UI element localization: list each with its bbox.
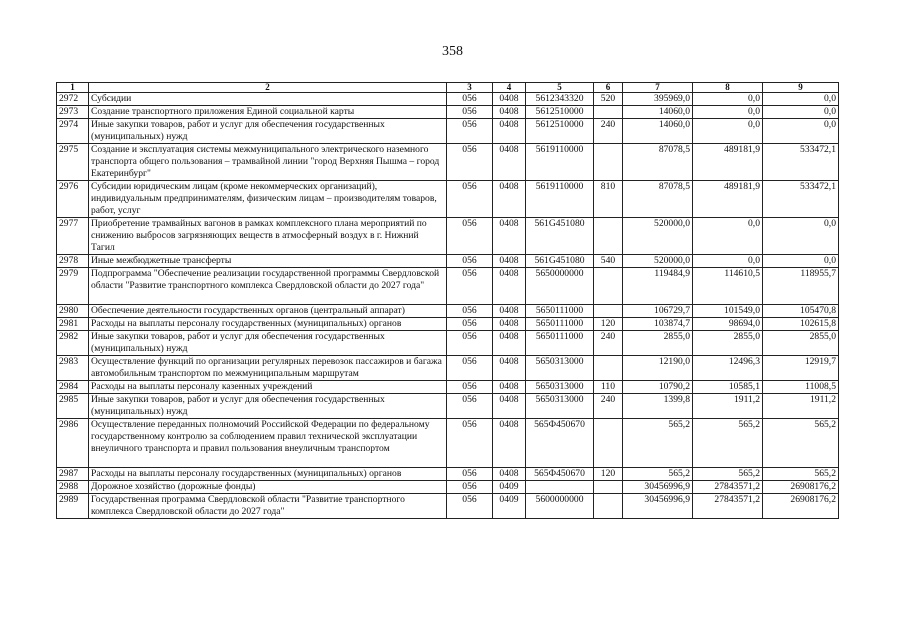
table-body xyxy=(57,93,839,519)
target-code: 5619110000 xyxy=(526,144,594,181)
amount-year-1: 520000,0 xyxy=(623,255,693,268)
row-name: Приобретение трамвайных вагонов в рамках комплексного плана мероприятий по снижению выбросов загрязняющих веществ в атмосферный воздух в г. Нижний Тагил xyxy=(89,218,447,255)
target-code: 5650313000 xyxy=(526,356,594,381)
target-code: 5650111000 xyxy=(526,305,594,318)
column-header: 1 xyxy=(57,83,89,93)
amount-year-1: 2855,0 xyxy=(623,331,693,356)
table-row xyxy=(57,181,839,218)
column-header: 4 xyxy=(493,83,526,93)
section-code: 0408 xyxy=(493,394,526,419)
amount-year-1: 30456996,9 xyxy=(623,481,693,494)
amount-year-3: 2855,0 xyxy=(763,331,839,356)
table-row xyxy=(57,93,839,106)
amount-year-2: 565,2 xyxy=(693,419,763,468)
target-code: 561G451080 xyxy=(526,218,594,255)
table-row xyxy=(57,305,839,318)
section-code: 0408 xyxy=(493,181,526,218)
row-name: Расходы на выплаты персоналу государственных (муниципальных) органов xyxy=(89,318,447,331)
row-name: Расходы на выплаты персоналу государственных (муниципальных) органов xyxy=(89,468,447,481)
amount-year-2: 489181,9 xyxy=(693,144,763,181)
expense-type-code xyxy=(594,356,623,381)
row-number: 2978 xyxy=(57,255,89,268)
table-row xyxy=(57,255,839,268)
ministry-code: 056 xyxy=(447,255,493,268)
row-number: 2986 xyxy=(57,419,89,468)
target-code: 5650111000 xyxy=(526,318,594,331)
expense-type-code xyxy=(594,268,623,305)
ministry-code: 056 xyxy=(447,356,493,381)
table-row xyxy=(57,381,839,394)
row-number: 2983 xyxy=(57,356,89,381)
expense-type-code xyxy=(594,481,623,494)
row-name: Подпрограмма "Обеспечение реализации государственной программы Свердловской области "Развитие транспортного комплекса Свердловской области до 2027 года" xyxy=(89,268,447,305)
amount-year-1: 395969,0 xyxy=(623,93,693,106)
row-number: 2981 xyxy=(57,318,89,331)
target-code: 5650000000 xyxy=(526,268,594,305)
column-header: 3 xyxy=(447,83,493,93)
ministry-code: 056 xyxy=(447,181,493,218)
amount-year-1: 103874,7 xyxy=(623,318,693,331)
row-name: Государственная программа Свердловской области "Развитие транспортного комплекса Свердловской области до 2027 года" xyxy=(89,494,447,519)
amount-year-1: 87078,5 xyxy=(623,181,693,218)
section-code: 0408 xyxy=(493,356,526,381)
amount-year-3: 0,0 xyxy=(763,93,839,106)
table-row xyxy=(57,494,839,519)
ministry-code: 056 xyxy=(447,331,493,356)
amount-year-2: 10585,1 xyxy=(693,381,763,394)
row-number: 2989 xyxy=(57,494,89,519)
section-code: 0408 xyxy=(493,119,526,144)
amount-year-3: 26908176,2 xyxy=(763,494,839,519)
table-row xyxy=(57,419,839,468)
section-code: 0409 xyxy=(493,494,526,519)
header-row xyxy=(57,83,839,93)
row-name: Иные закупки товаров, работ и услуг для обеспечения государственных (муниципальных) нужд xyxy=(89,119,447,144)
table-row xyxy=(57,331,839,356)
amount-year-2: 12496,3 xyxy=(693,356,763,381)
expense-type-code: 810 xyxy=(594,181,623,218)
section-code: 0409 xyxy=(493,481,526,494)
ministry-code: 056 xyxy=(447,394,493,419)
expense-type-code: 120 xyxy=(594,318,623,331)
table-row xyxy=(57,268,839,305)
amount-year-3: 565,2 xyxy=(763,419,839,468)
target-code xyxy=(526,481,594,494)
amount-year-2: 489181,9 xyxy=(693,181,763,218)
expense-type-code: 540 xyxy=(594,255,623,268)
amount-year-1: 14060,0 xyxy=(623,106,693,119)
amount-year-3: 12919,7 xyxy=(763,356,839,381)
amount-year-1: 119484,9 xyxy=(623,268,693,305)
amount-year-2: 0,0 xyxy=(693,255,763,268)
amount-year-3: 26908176,2 xyxy=(763,481,839,494)
amount-year-3: 565,2 xyxy=(763,468,839,481)
row-name: Иные закупки товаров, работ и услуг для обеспечения государственных (муниципальных) нужд xyxy=(89,394,447,419)
amount-year-2: 0,0 xyxy=(693,218,763,255)
amount-year-1: 565,2 xyxy=(623,419,693,468)
expense-type-code xyxy=(594,106,623,119)
target-code: 561G451080 xyxy=(526,255,594,268)
expense-type-code: 520 xyxy=(594,93,623,106)
section-code: 0408 xyxy=(493,255,526,268)
amount-year-3: 533472,1 xyxy=(763,144,839,181)
row-number: 2982 xyxy=(57,331,89,356)
ministry-code: 056 xyxy=(447,106,493,119)
amount-year-3: 105470,8 xyxy=(763,305,839,318)
table-row xyxy=(57,106,839,119)
amount-year-1: 87078,5 xyxy=(623,144,693,181)
ministry-code: 056 xyxy=(447,318,493,331)
amount-year-1: 30456996,9 xyxy=(623,494,693,519)
row-number: 2987 xyxy=(57,468,89,481)
row-name: Создание транспортного приложения Единой социальной карты xyxy=(89,106,447,119)
row-name: Дорожное хозяйство (дорожные фонды) xyxy=(89,481,447,494)
column-header: 9 xyxy=(763,83,839,93)
row-name: Субсидии xyxy=(89,93,447,106)
section-code: 0408 xyxy=(493,144,526,181)
target-code: 5650313000 xyxy=(526,381,594,394)
target-code: 5650111000 xyxy=(526,331,594,356)
budget-table xyxy=(56,82,839,519)
amount-year-1: 106729,7 xyxy=(623,305,693,318)
amount-year-1: 565,2 xyxy=(623,468,693,481)
amount-year-3: 102615,8 xyxy=(763,318,839,331)
amount-year-3: 0,0 xyxy=(763,106,839,119)
row-name: Иные закупки товаров, работ и услуг для обеспечения государственных (муниципальных) нужд xyxy=(89,331,447,356)
table-row xyxy=(57,468,839,481)
amount-year-2: 0,0 xyxy=(693,119,763,144)
table-row xyxy=(57,481,839,494)
expense-type-code: 240 xyxy=(594,331,623,356)
amount-year-2: 2855,0 xyxy=(693,331,763,356)
section-code: 0408 xyxy=(493,305,526,318)
section-code: 0408 xyxy=(493,468,526,481)
amount-year-3: 118955,7 xyxy=(763,268,839,305)
row-name: Расходы на выплаты персоналу казенных учреждений xyxy=(89,381,447,394)
column-header: 8 xyxy=(693,83,763,93)
expense-type-code xyxy=(594,419,623,468)
section-code: 0408 xyxy=(493,318,526,331)
amount-year-2: 565,2 xyxy=(693,468,763,481)
section-code: 0408 xyxy=(493,106,526,119)
amount-year-1: 14060,0 xyxy=(623,119,693,144)
ministry-code: 056 xyxy=(447,381,493,394)
row-name: Субсидии юридическим лицам (кроме некоммерческих организаций), индивидуальным предпринимателям, физическим лицам – производителям товаров, работ, услуг xyxy=(89,181,447,218)
amount-year-2: 114610,5 xyxy=(693,268,763,305)
target-code: 565Ф450670 xyxy=(526,468,594,481)
row-number: 2972 xyxy=(57,93,89,106)
row-number: 2975 xyxy=(57,144,89,181)
section-code: 0408 xyxy=(493,268,526,305)
section-code: 0408 xyxy=(493,381,526,394)
amount-year-2: 98694,0 xyxy=(693,318,763,331)
page-number: 358 xyxy=(442,44,463,59)
amount-year-3: 0,0 xyxy=(763,119,839,144)
row-number: 2976 xyxy=(57,181,89,218)
column-header: 6 xyxy=(594,83,623,93)
row-number: 2973 xyxy=(57,106,89,119)
ministry-code: 056 xyxy=(447,268,493,305)
expense-type-code: 110 xyxy=(594,381,623,394)
amount-year-2: 0,0 xyxy=(693,93,763,106)
table-row xyxy=(57,356,839,381)
expense-type-code xyxy=(594,218,623,255)
section-code: 0408 xyxy=(493,331,526,356)
amount-year-1: 520000,0 xyxy=(623,218,693,255)
target-code: 5650313000 xyxy=(526,394,594,419)
table-row xyxy=(57,318,839,331)
target-code: 5612343320 xyxy=(526,93,594,106)
section-code: 0408 xyxy=(493,93,526,106)
row-number: 2977 xyxy=(57,218,89,255)
row-number: 2988 xyxy=(57,481,89,494)
ministry-code: 056 xyxy=(447,419,493,468)
ministry-code: 056 xyxy=(447,93,493,106)
ministry-code: 056 xyxy=(447,144,493,181)
expense-type-code: 240 xyxy=(594,119,623,144)
ministry-code: 056 xyxy=(447,218,493,255)
table-row xyxy=(57,119,839,144)
row-number: 2980 xyxy=(57,305,89,318)
column-header: 5 xyxy=(526,83,594,93)
amount-year-3: 0,0 xyxy=(763,218,839,255)
expense-type-code xyxy=(594,305,623,318)
row-number: 2979 xyxy=(57,268,89,305)
amount-year-2: 0,0 xyxy=(693,106,763,119)
table-row xyxy=(57,394,839,419)
ministry-code: 056 xyxy=(447,481,493,494)
amount-year-3: 0,0 xyxy=(763,255,839,268)
row-number: 2974 xyxy=(57,119,89,144)
amount-year-3: 11008,5 xyxy=(763,381,839,394)
row-number: 2984 xyxy=(57,381,89,394)
target-code: 5612510000 xyxy=(526,106,594,119)
column-header: 7 xyxy=(623,83,693,93)
target-code: 5612510000 xyxy=(526,119,594,144)
row-name: Создание и эксплуатация системы межмуниципального электрического наземного транспорта общего пользования – трамвайной линии "город Верхняя Пышма – город Екатеринбург" xyxy=(89,144,447,181)
amount-year-3: 1911,2 xyxy=(763,394,839,419)
ministry-code: 056 xyxy=(447,494,493,519)
amount-year-1: 1399,8 xyxy=(623,394,693,419)
target-code: 565Ф450670 xyxy=(526,419,594,468)
amount-year-3: 533472,1 xyxy=(763,181,839,218)
expense-type-code xyxy=(594,494,623,519)
row-name: Осуществление функций по организации регулярных перевозок пассажиров и багажа автомобильным транспортом по межмуниципальным маршрутам xyxy=(89,356,447,381)
table-row xyxy=(57,218,839,255)
amount-year-2: 27843571,2 xyxy=(693,494,763,519)
row-name: Иные межбюджетные трансферты xyxy=(89,255,447,268)
target-code: 5600000000 xyxy=(526,494,594,519)
row-name: Осуществление переданных полномочий Российской Федерации по федеральному государственному контролю за соблюдением правил технической эксплуатации внеуличного транспорта и правил пользования внеуличным транспортом xyxy=(89,419,447,468)
section-code: 0408 xyxy=(493,419,526,468)
column-header: 2 xyxy=(89,83,447,93)
amount-year-2: 1911,2 xyxy=(693,394,763,419)
ministry-code: 056 xyxy=(447,119,493,144)
ministry-code: 056 xyxy=(447,468,493,481)
expense-type-code: 120 xyxy=(594,468,623,481)
amount-year-2: 101549,0 xyxy=(693,305,763,318)
row-number: 2985 xyxy=(57,394,89,419)
target-code: 5619110000 xyxy=(526,181,594,218)
amount-year-1: 10790,2 xyxy=(623,381,693,394)
row-name: Обеспечение деятельности государственных органов (центральный аппарат) xyxy=(89,305,447,318)
amount-year-2: 27843571,2 xyxy=(693,481,763,494)
expense-type-code xyxy=(594,144,623,181)
amount-year-1: 12190,0 xyxy=(623,356,693,381)
ministry-code: 056 xyxy=(447,305,493,318)
section-code: 0408 xyxy=(493,218,526,255)
expense-type-code: 240 xyxy=(594,394,623,419)
table-row xyxy=(57,144,839,181)
